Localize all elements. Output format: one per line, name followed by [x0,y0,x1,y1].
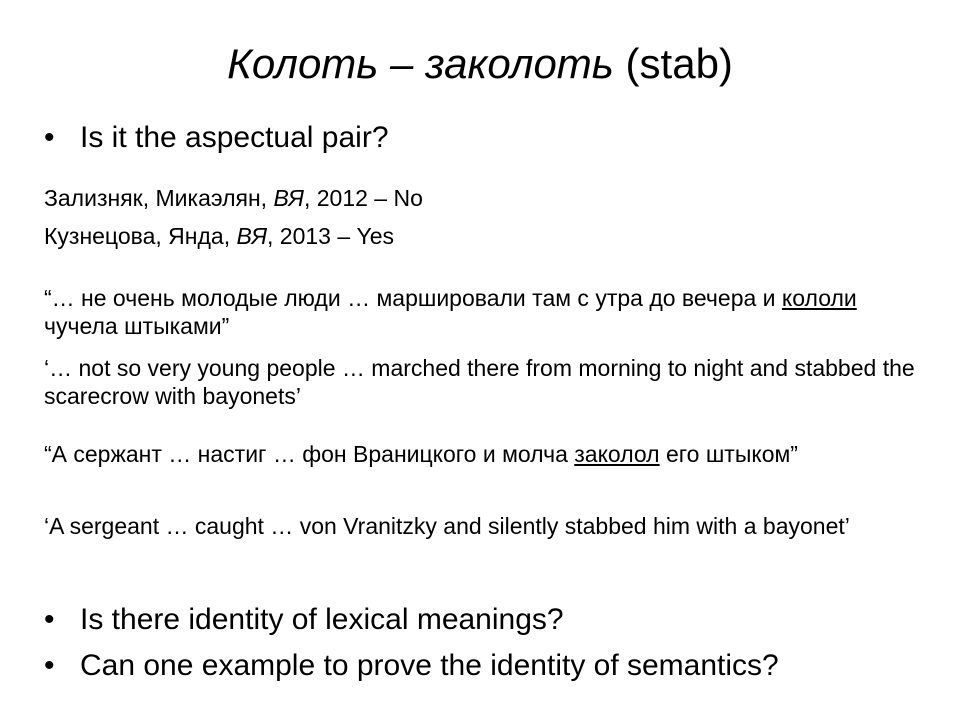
bullet-marker: • [44,603,55,636]
slide-title [0,38,960,90]
source-year-verdict: , 2013 – Yes [267,223,395,249]
title-italic-part: Колоть – заколоть [227,40,614,87]
source-authors: Кузнецова, Янда, [44,223,237,249]
bullet-semantic-identity [44,648,779,684]
bullet-text: Is it the aspectual pair? [80,121,389,154]
source-journal: ВЯ [273,185,304,211]
example2-russian [44,440,924,468]
example1-russian [44,284,924,340]
source-authors: Зализняк, Микаэлян, [44,185,274,211]
example-text: “… не очень молодые люди … маршировали там с утра до вечера и [44,285,782,311]
title-plain-part: (stab) [613,40,733,87]
example-text: его штыком” [659,441,798,467]
bullet-marker: • [44,121,55,154]
source-line-2013 [44,222,394,250]
example-text: “А сержант … настиг … фон Враницкого и молча [44,441,575,467]
example-text: чучела штыками” [44,313,230,339]
example-underlined-verb: кололи [781,285,857,311]
bullet-lexical-identity [44,602,564,638]
source-year-verdict: , 2012 – No [303,185,423,211]
example2-english: ‘A sergeant … caught … von Vranitzky and silently stabbed him with a bayonet’ [44,513,850,539]
bullet-aspectual-pair [44,120,389,156]
bullet-text: Is there identity of lexical meanings? [80,603,564,636]
example1-english: ‘… not so very young people … marched there from morning to night and stabbed the scarecrow with bayonets’ [44,355,915,409]
source-journal: ВЯ [236,223,267,249]
bullet-text: Can one example to prove the identity of semantics? [80,649,779,682]
example-underlined-verb: заколол [574,441,660,467]
source-line-2012 [44,184,423,212]
bullet-marker: • [44,649,55,682]
